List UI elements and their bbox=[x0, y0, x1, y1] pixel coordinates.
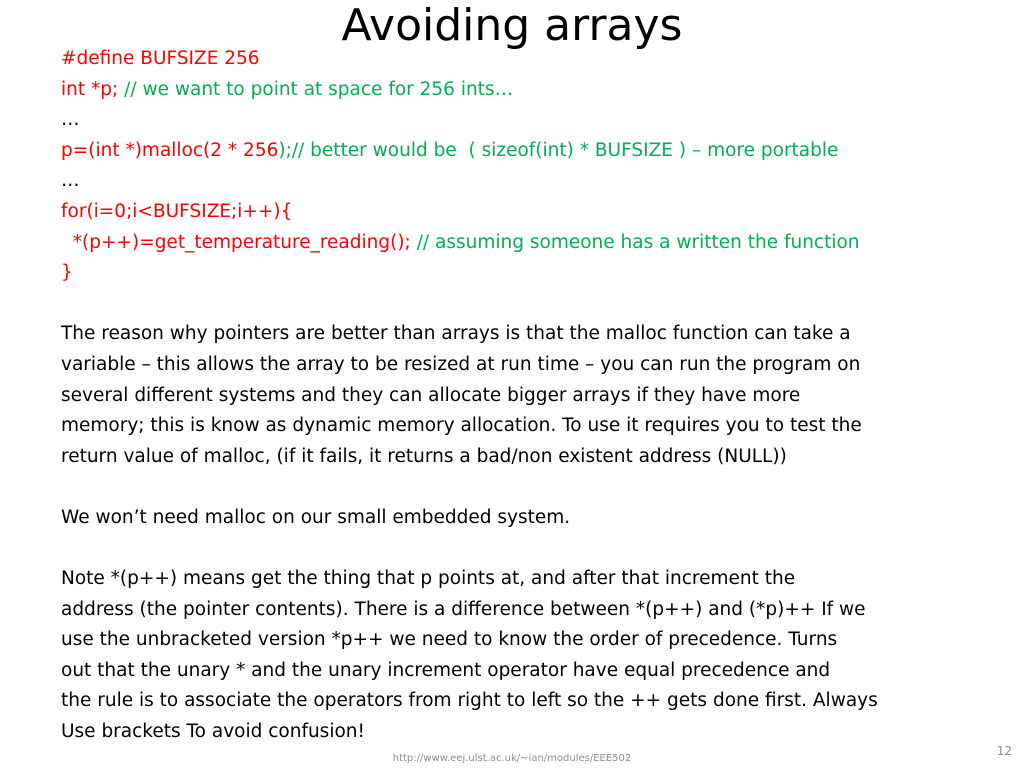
spacer bbox=[61, 534, 971, 565]
paragraph-pointers bbox=[61, 319, 971, 472]
paragraph-line: use the unbracketed version *p++ we need to know the order of precedence. Turns bbox=[61, 629, 838, 651]
slide-title: Avoiding arrays bbox=[341, 0, 683, 51]
code-line-ellipsis: … bbox=[61, 109, 80, 131]
code-comment: // assuming someone has a written the function bbox=[416, 231, 860, 253]
paragraph-precedence bbox=[61, 564, 971, 748]
code-line-assignment bbox=[61, 228, 971, 259]
paragraph-line: out that the unary * and the unary increment operator have equal precedence and bbox=[61, 659, 831, 681]
code-line-malloc bbox=[61, 136, 971, 167]
code-text: int *p; bbox=[61, 78, 125, 100]
code-line-for: for(i=0;i<BUFSIZE;i++){ bbox=[61, 200, 293, 222]
code-text: p=(int *)malloc(2 * 256 bbox=[61, 139, 279, 161]
slide-body bbox=[61, 44, 971, 748]
spacer bbox=[61, 472, 971, 503]
paragraph-line: address (the pointer contents). There is a difference between *(p++) and (*p)++ If we bbox=[61, 598, 866, 620]
code-comment: // we want to point at space for 256 ints… bbox=[124, 78, 514, 100]
paragraph-line: We won’t need malloc on our small embedded system. bbox=[61, 506, 571, 528]
spacer bbox=[61, 289, 971, 320]
paragraph-line: The reason why pointers are better than arrays is that the malloc function can take a bbox=[61, 323, 851, 345]
page-number: 12 bbox=[996, 744, 1012, 758]
code-line-declaration bbox=[61, 75, 971, 106]
code-line-closing-brace: } bbox=[61, 262, 73, 284]
code-line-ellipsis: … bbox=[61, 170, 80, 192]
paragraph-line: the rule is to associate the operators from right to left so the ++ gets done first. Always bbox=[61, 690, 878, 712]
paragraph-line: Note *(p++) means get the thing that p points at, and after that increment the bbox=[61, 568, 796, 590]
code-comment: );// better would be ( sizeof(int) * BUFSIZE ) – more portable bbox=[278, 139, 839, 161]
paragraph-line: several different systems and they can allocate bigger arrays if they have more bbox=[61, 384, 801, 406]
paragraph-line: Use brackets To avoid confusion! bbox=[61, 721, 365, 743]
paragraph-line: variable – this allows the array to be resized at run time – you can run the program on bbox=[61, 353, 861, 375]
paragraph-line: memory; this is know as dynamic memory allocation. To use it requires you to test the bbox=[61, 415, 862, 437]
code-line-define: #define BUFSIZE 256 bbox=[61, 48, 260, 69]
paragraph-malloc bbox=[61, 503, 971, 534]
footer-url: http://www.eej.ulst.ac.uk/~ian/modules/EEE502 bbox=[392, 753, 632, 764]
code-text: *(p++)=get_temperature_reading(); bbox=[61, 231, 417, 253]
paragraph-line: return value of malloc, (if it fails, it returns a bad/non existent address (NULL)) bbox=[61, 445, 787, 467]
